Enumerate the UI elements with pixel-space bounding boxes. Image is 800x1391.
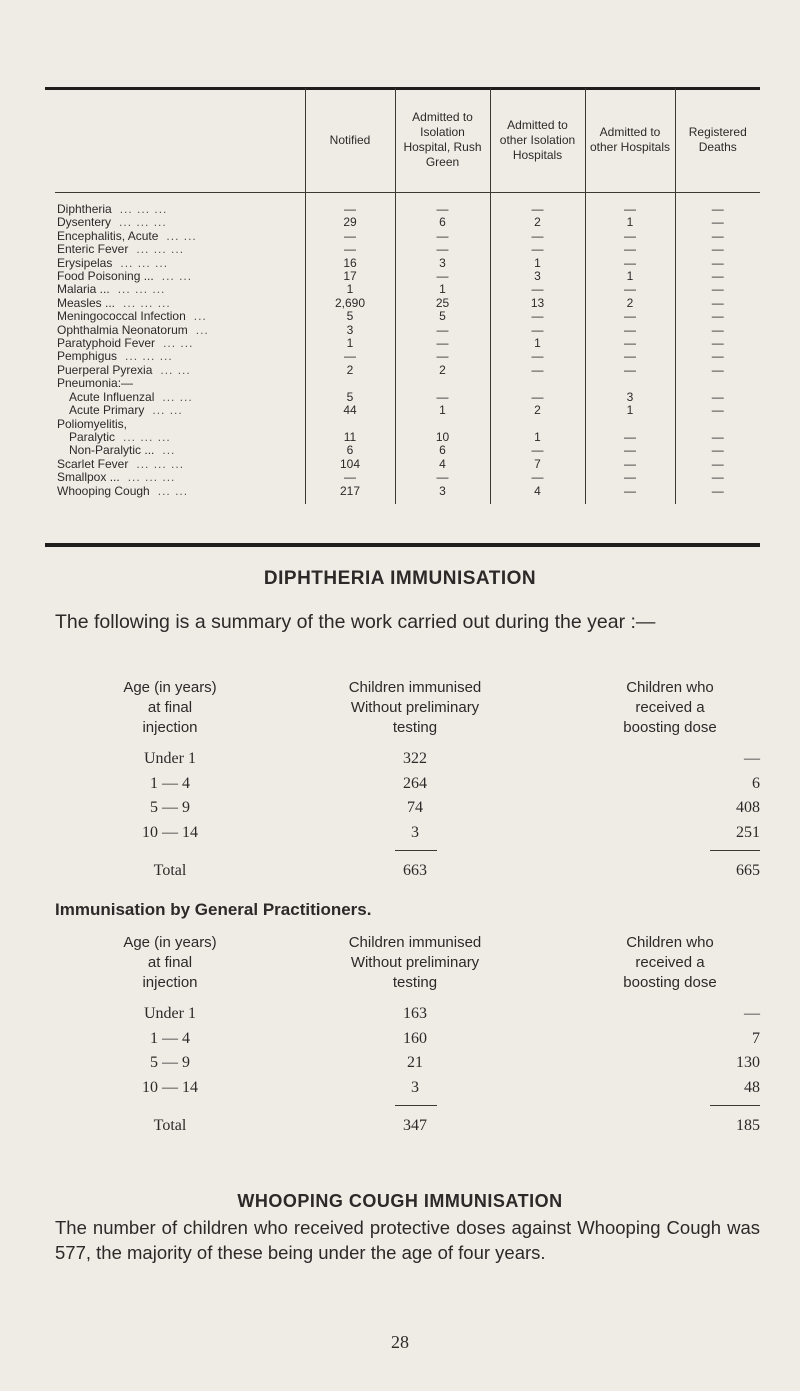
table-cell: — [585,257,675,270]
table-cell: — [585,193,675,217]
whooping-title: WHOOPING COUGH IMMUNISATION [237,1191,563,1211]
total-immunised: 347 [403,1117,427,1134]
table-row [55,364,760,377]
table-cell: 6 [395,444,490,457]
table-cell: — [490,324,585,337]
table-cell: 2 [305,364,395,377]
table-cell: 6 [305,444,395,457]
header-line: Children who [626,934,714,951]
table-cell: 3 [305,324,395,337]
leader-dots: ... ... [157,483,189,498]
gp-title: Immunisation by General Practitioners. [55,900,372,919]
table-row [55,283,760,296]
row-label [55,310,305,323]
leader-dots: ... ... ... [123,429,171,444]
disease-name: Acute Primary [69,403,145,418]
row-label [55,257,305,270]
table-cell: — [585,350,675,363]
table-cell: — [585,283,675,296]
table-cell: 3 [395,257,490,270]
disease-name: Scarlet Fever [57,456,129,471]
gp-boosted-header [590,933,750,993]
table-cell: 7 [490,458,585,471]
cell-age: 10 — 14 [142,823,198,841]
row-label [55,283,305,296]
table-cell: — [585,458,675,471]
table-cell: 1 [490,431,585,444]
header-line: injection [142,719,198,736]
table-row [55,471,760,484]
table-row [55,1079,760,1107]
table-cell: — [675,350,760,363]
table-cell: 29 [305,216,395,229]
disease-name: Malaria ... [57,282,110,297]
leader-dots: ... ... ... [120,255,169,270]
table-cell [585,377,675,390]
table-cell: — [490,193,585,217]
table-cell: — [675,324,760,337]
table-cell: 4 [490,485,585,504]
table-row [55,824,760,852]
header-line: received a [635,699,705,716]
table-row [55,404,760,417]
disease-name: Meningococcal Infection [57,309,186,324]
disease-name: Acute Influenzal [69,389,155,404]
table-cell: — [490,243,585,256]
row-label [55,216,305,229]
row-label [55,297,305,310]
table-cell: — [675,270,760,283]
disease-name: Encephalitis, Acute [57,228,159,243]
table-cell: 17 [305,270,395,283]
table-row [55,444,760,457]
disease-name: Puerperal Pyrexia [57,362,153,377]
row-label [55,418,305,431]
table-row [55,458,760,471]
table-cell: 2 [490,404,585,417]
header-line: Without preliminary [350,699,480,716]
table-cell: — [585,364,675,377]
disease-name: Dysentery [57,215,112,230]
gp-immunised-header [300,933,530,993]
cell-age: 1 — 4 [150,774,190,792]
disease-name: Non-Paralytic ... [69,443,155,458]
row-label [55,377,305,390]
cell-boosted: 48 [744,1078,760,1096]
table-cell [675,377,760,390]
table-cell: — [490,230,585,243]
table-row [55,270,760,283]
gp-total-row [55,1117,760,1145]
disease-name: Diphtheria [57,202,112,216]
leader-dots: ... ... [166,228,197,243]
cell-immunised: 322 [403,750,427,767]
table-row [55,377,760,390]
table-cell: 1 [490,337,585,350]
leader-dots: ... ... ... [136,242,185,257]
table-cell [395,377,490,390]
cell-age: Under 1 [144,1005,196,1022]
header-line: testing [392,719,438,736]
cell-boosted: 251 [736,823,760,841]
table-cell [305,377,395,390]
cell-immunised: 3 [411,823,419,841]
table-cell: 1 [490,257,585,270]
disease-name: Whooping Cough [57,483,150,498]
table-cell: — [585,310,675,323]
row-label [55,337,305,350]
table-cell [395,418,490,431]
table-cell: — [675,193,760,217]
table-row [55,193,760,217]
cell-boosted: 6 [752,774,760,792]
gp-table [55,933,760,1143]
header-line: at final [147,699,193,716]
header-line: Children who [626,679,714,696]
row-label [55,485,305,504]
leader-dots: ... [195,322,209,337]
leader-dots: ... ... ... [117,282,166,297]
table-cell: — [585,444,675,457]
row-label [55,193,305,217]
table-cell: — [305,471,395,484]
row-label [55,270,305,283]
table-cell: — [585,431,675,444]
table-cell: 2 [490,216,585,229]
table-cell: 10 [395,431,490,444]
whooping-text: The number of children who received protective doses against Whooping Cough was 577, the majority of these being under the age of four years. [55,1217,760,1263]
leader-dots: ... ... [161,269,193,284]
cell-age: 5 — 9 [150,799,190,816]
total-boosted: 185 [736,1117,760,1134]
disease-name: Poliomyelitis, [57,416,128,431]
total-label: Total [153,1117,187,1134]
header-line: boosting dose [623,719,717,736]
table-cell: — [675,485,760,504]
cell-immunised: 3 [411,1078,419,1096]
diphtheria-total-row [55,862,760,890]
leader-dots: ... ... ... [136,456,185,471]
disease-name: Measles ... [57,295,116,310]
table-cell: — [490,350,585,363]
table-cell: — [585,485,675,504]
row-label [55,391,305,404]
leader-dots: ... ... ... [119,215,167,230]
table-cell: — [305,193,395,217]
table-cell: 16 [305,257,395,270]
disease-name: Enteric Fever [57,242,129,257]
table-row [55,324,760,337]
table-cell: — [675,391,760,404]
table-cell: 5 [305,391,395,404]
table-cell: — [395,324,490,337]
table-cell: 1 [395,283,490,296]
disease-table [55,88,760,504]
table-cell: 3 [395,485,490,504]
row-label [55,324,305,337]
table-cell: 5 [305,310,395,323]
diphtheria-sum-line-1 [395,850,437,851]
gp-sum-line-1 [395,1105,437,1106]
table-cell: — [395,243,490,256]
table-cell: — [490,310,585,323]
header-line: Without preliminary [350,954,480,971]
table-bottom-rule [45,543,760,547]
table-cell: — [675,216,760,229]
table-cell: 104 [305,458,395,471]
row-label [55,364,305,377]
cell-age: 5 — 9 [150,1054,190,1071]
table-cell: — [490,444,585,457]
diphtheria-intro: The following is a summary of the work carried out during the year :— [55,611,656,633]
table-cell: 1 [305,283,395,296]
table-cell: — [675,230,760,243]
header-line: boosting dose [623,974,717,991]
table-row [55,297,760,310]
diphtheria-age-header [90,678,250,738]
header-blank [55,88,305,193]
table-cell: — [395,471,490,484]
header-line: testing [392,974,438,991]
row-label [55,444,305,457]
total-label: Total [153,862,187,879]
table-row [55,391,760,404]
table-cell [490,377,585,390]
table-cell: — [490,471,585,484]
header-line: injection [142,974,198,991]
table-cell: 1 [585,216,675,229]
table-cell: 25 [395,297,490,310]
table-cell: — [395,193,490,217]
gp-sum-line-2 [710,1105,760,1106]
diphtheria-boosted-header [590,678,750,738]
header-line: Children immunised [348,679,482,696]
table-cell: 1 [305,337,395,350]
table-cell: — [395,337,490,350]
table-cell: 3 [585,391,675,404]
cell-boosted: — [744,750,760,767]
leader-dots: ... ... [163,336,194,351]
table-cell [585,418,675,431]
table-cell: — [675,337,760,350]
table-row [55,230,760,243]
row-label [55,431,305,444]
cell-boosted: 130 [736,1054,760,1071]
table-cell: 1 [585,270,675,283]
table-cell: 1 [585,404,675,417]
header-line: Age (in years) [123,934,217,951]
table-cell [305,418,395,431]
leader-dots: ... ... [160,362,191,377]
table-cell: — [675,283,760,296]
table-row [55,310,760,323]
table-cell: — [675,458,760,471]
table-cell: — [395,350,490,363]
table-cell: — [675,404,760,417]
row-label [55,243,305,256]
header-line: received a [635,954,705,971]
table-cell: — [675,444,760,457]
row-label [55,458,305,471]
table-row [55,243,760,256]
table-cell: 217 [305,485,395,504]
table-cell: 6 [395,216,490,229]
disease-name: Paralytic [69,429,116,444]
diphtheria-immunised-header [300,678,530,738]
total-boosted: 665 [736,862,760,879]
disease-name: Pemphigus [57,349,118,364]
total-immunised: 663 [403,862,427,879]
cell-boosted: 408 [736,799,760,816]
cell-age: Under 1 [144,750,196,767]
cell-immunised: 160 [403,1029,427,1047]
table-row [55,216,760,229]
cell-immunised: 264 [403,774,427,792]
disease-name: Ophthalmia Neonatorum [57,322,188,337]
cell-age: 1 — 4 [150,1029,190,1047]
table-cell: 13 [490,297,585,310]
table-row [55,431,760,444]
diphtheria-table [55,678,760,888]
table-cell: 5 [395,310,490,323]
row-label [55,471,305,484]
disease-name: Erysipelas [57,255,113,270]
diphtheria-sum-line-2 [710,850,760,851]
diphtheria-title: DIPHTHERIA IMMUNISATION [263,568,537,589]
table-row [55,485,760,504]
table-cell: 2 [585,297,675,310]
leader-dots: ... [193,309,207,324]
table-cell: — [675,431,760,444]
cell-age: 10 — 14 [142,1078,198,1096]
table-cell: 44 [305,404,395,417]
table-cell: — [675,257,760,270]
header-line: at final [147,954,193,971]
table-cell: — [675,243,760,256]
cell-immunised: 163 [403,1005,427,1022]
cell-immunised: 74 [407,799,423,816]
col-isolation-rush-green: Admitted to Isolation Hospital, Rush Green [395,88,490,193]
gp-age-header [90,933,250,993]
table-cell: — [490,283,585,296]
row-label [55,350,305,363]
table-cell: — [395,230,490,243]
header-line: Age (in years) [123,679,217,696]
leader-dots: ... ... ... [125,349,173,364]
table-cell: — [305,350,395,363]
table-cell: — [490,364,585,377]
table-cell: — [395,270,490,283]
table-cell: — [585,324,675,337]
col-registered-deaths: Registered Deaths [675,88,760,193]
leader-dots: ... ... ... [127,470,176,485]
table-cell: 2,690 [305,297,395,310]
table-cell: — [675,310,760,323]
col-other-isolation: Admitted to other Isolation Hospitals [490,88,585,193]
table-cell: 11 [305,431,395,444]
table-row [55,257,760,270]
table-cell: 3 [490,270,585,283]
table-cell: — [585,337,675,350]
table-cell: — [305,230,395,243]
table-row [55,337,760,350]
table-cell: — [675,471,760,484]
table-row [55,350,760,363]
col-other-hospitals: Admitted to other Hospitals [585,88,675,193]
disease-name: Food Poisoning ... [57,269,154,284]
row-label [55,404,305,417]
table-cell: — [585,230,675,243]
table-cell: — [585,243,675,256]
table-cell: — [305,243,395,256]
cell-boosted: 7 [752,1029,760,1047]
table-cell: — [675,297,760,310]
table-cell: — [395,391,490,404]
disease-name: Paratyphoid Fever [57,336,156,351]
cell-boosted: — [744,1005,760,1022]
table-cell [490,418,585,431]
leader-dots: ... ... ... [119,202,168,216]
cell-immunised: 21 [407,1054,423,1071]
table-cell: — [675,364,760,377]
table-cell: 4 [395,458,490,471]
table-cell: 1 [395,404,490,417]
disease-name: Smallpox ... [57,470,120,485]
table-cell: — [585,471,675,484]
leader-dots: ... [162,443,176,458]
table-row [55,418,760,431]
leader-dots: ... ... [162,389,193,404]
leader-dots: ... ... ... [123,295,171,310]
disease-table-header [55,88,760,193]
page-number: 28 [391,1332,409,1352]
disease-name: Pneumonia:— [57,376,134,391]
table-cell [675,418,760,431]
leader-dots: ... ... [152,403,183,418]
col-notified: Notified [305,88,395,193]
header-line: Children immunised [348,934,482,951]
table-cell: 2 [395,364,490,377]
table-cell: — [490,391,585,404]
row-label [55,230,305,243]
